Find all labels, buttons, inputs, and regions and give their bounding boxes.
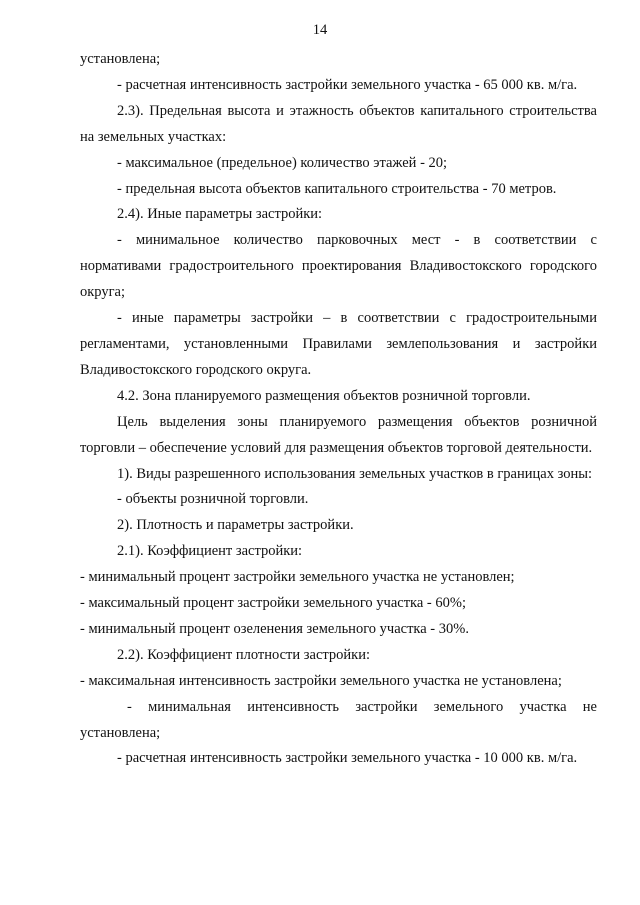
paragraph-retail-objects: - объекты розничной торговли. xyxy=(117,491,309,508)
paragraph-other-params-heading: 2.4). Иные параметры застройки: xyxy=(117,206,323,223)
paragraph-density-coefficient-heading: 2.2). Коэффициент плотности застройки: xyxy=(117,646,370,663)
paragraph-estimated-intensity-retail: - расчетная интенсивность застройки земельного участка - 10 000 кв. м/га. xyxy=(117,750,578,767)
paragraph-min-greenery: - минимальный процент озеленения земельного участка - 30%. xyxy=(80,620,469,637)
paragraph-coverage-heading: 2.1). Коэффициент застройки: xyxy=(117,543,303,560)
section-heading-retail-zone: 4.2. Зона планируемого размещения объектов розничной торговли. xyxy=(117,387,531,404)
paragraph-estimated-intensity: - расчетная интенсивность застройки земельного участка - 65 000 кв. м/га. xyxy=(117,76,578,93)
paragraph-permitted-use: 1). Виды разрешенного использования земельных участков в границах зоны: xyxy=(117,465,592,482)
paragraph-min-coverage: - минимальный процент застройки земельного участка не установлен; xyxy=(80,569,515,586)
paragraph-density-heading: 2). Плотность и параметры застройки. xyxy=(117,517,354,534)
paragraph-max-intensity: - максимальная интенсивность застройки земельного участка не установлена; xyxy=(80,672,562,689)
paragraph-parking: - минимальное количество парковочных мест - в соответствии с нормативами градостроительного проектирования Владивостокского городского округа; xyxy=(80,232,597,301)
paragraph-min-intensity: - минимальная интенсивность застройки земельного участка не установлена; xyxy=(80,698,597,741)
paragraph-max-height: - предельная высота объектов капитального строительства - 70 метров. xyxy=(117,180,557,197)
document-body xyxy=(80,47,597,772)
paragraph-max-coverage: - максимальный процент застройки земельного участка - 60%; xyxy=(80,595,466,612)
paragraph-height-limits-heading: 2.3). Предельная высота и этажность объектов капитального строительства на земельных участках: xyxy=(80,102,597,145)
paragraph-zone-purpose: Цель выделения зоны планируемого размещения объектов розничной торговли – обеспечение условий для размещения объектов торговой деятельности. xyxy=(80,413,597,456)
paragraph-continuation: установлена; xyxy=(80,51,161,67)
paragraph-max-floors: - максимальное (предельное) количество этажей - 20; xyxy=(117,154,448,171)
paragraph-other-params: - иные параметры застройки – в соответствии с градостроительными регламентами, установленными Правилами землепользования и застройки Владивостокского городского округа. xyxy=(80,310,597,378)
page-number: 14 xyxy=(312,22,328,38)
